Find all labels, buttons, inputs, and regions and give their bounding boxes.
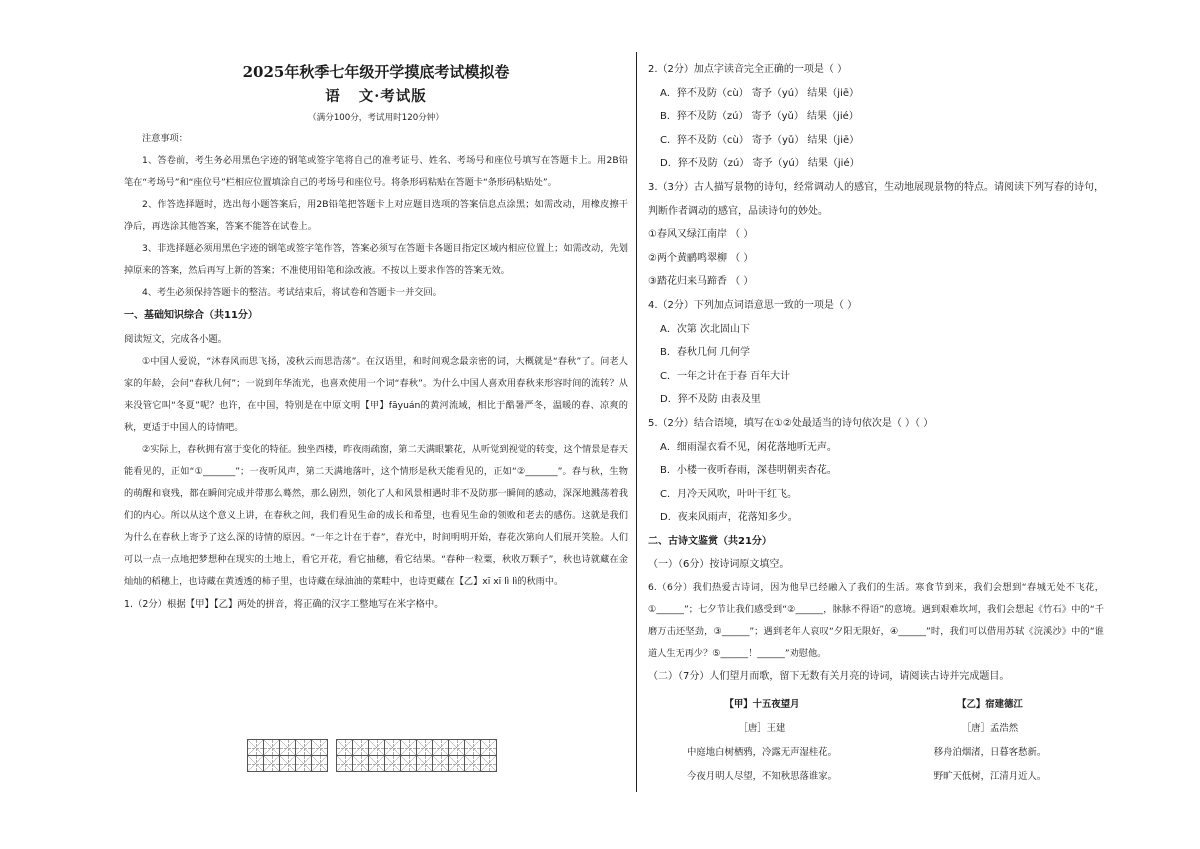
grid-cell[interactable] [279, 739, 296, 756]
grid-cell[interactable] [400, 755, 417, 772]
grid-cell[interactable] [416, 739, 433, 756]
exam-subject [124, 84, 628, 110]
question-3: 3.（3分）古人描写景物的诗句，经常调动人的感官，生动地展现景物的特点。请阅读下列写春的诗句，判断作者调动的感官，品读诗句的妙处。 [648, 181, 1104, 217]
q3-item-3: ③踏花归来马蹄香 （ ） [648, 276, 754, 288]
poem-title: 【甲】十五夜望月 [724, 698, 800, 710]
section-1-intro: 阅读短文，完成各小题。 [124, 333, 228, 345]
grid-cell[interactable] [352, 739, 369, 756]
grid-cell[interactable] [448, 739, 465, 756]
grid-cell[interactable] [352, 755, 369, 772]
grid-cell[interactable] [416, 755, 433, 772]
notice-item-2: 2、作答选择题时，选出每小题答案后，用2B铅笔把答题卡上对应题目选项的答案信息点涂黑；如需改动，用橡皮擦干净后，再选涂其他答案，答案不能答在试卷上。 [124, 199, 628, 232]
grid-cell[interactable] [464, 755, 481, 772]
grid-cell[interactable] [480, 755, 497, 772]
grid-cell[interactable] [368, 739, 385, 756]
q5-option-a: A．细雨湿衣看不见，闲花落地听无声。 [660, 441, 837, 453]
grid-cell[interactable] [247, 739, 264, 756]
grid-cell[interactable] [432, 739, 449, 756]
notice-heading: 注意事项： [142, 133, 188, 144]
section-2-part-1: （一）（6分）按诗词原文填空。 [648, 559, 790, 571]
q5-option-b: B．小楼一夜听春雨，深巷明朝卖杏花。 [660, 465, 837, 477]
grid-cell[interactable] [384, 755, 401, 772]
q3-item-1: ①春风又绿江南岸 （ ） [648, 229, 754, 241]
right-column [648, 58, 1104, 789]
poem-jia [648, 693, 876, 789]
question-6: 6.（6分）我们热爱古诗词，因为他早已经融入了我们的生活。寒食节到来，我们会想到“春城无处不飞花，①______”；七夕节让我们感受到“②______，脉脉不得语”的意境。遇到艰难坎坷，我们会想起《竹石》中的“千磨万击还坚劲，③______”；遇到老年人哀叹“夕阳无限好，④______”时，我们可以借用苏轼《浣溪沙》中的“谁道人生无再少？⑤______！______”劝慰他。 [648, 582, 1104, 660]
notice-item-1: 1、答卷前，考生务必用黑色字迹的钢笔或签字笔将自己的准考证号、姓名、考场号和座位号填写在答题卡上。用2B铅笔在“考场号”和“座位号”栏相应位置填涂自己的考场号和座位号。将条形码粘贴在答题卡“条形码粘贴处”。 [124, 155, 628, 188]
notice-item-4: 4、考生必须保持答题卡的整洁。考试结束后，将试卷和答题卡一并交回。 [142, 287, 442, 298]
q4-option-a: A．次第 次北固山下 [660, 323, 751, 335]
passage-paragraph-2: ②实际上，春秋拥有富于变化的特征。独坐西楼，昨夜雨疏窗，第二天满眼繁花，从听觉到视觉的转变，这个情景是春天能看见的，正如“①_______”；一夜听风声，第二天满地落叶，这个情形是秋天能看见的，正如“②_______”。春与秋，生物的萌醒和衰残，都在瞬间完成并带那么蓦然，那么剧烈，领化了人和风景相遇时非不及防那一瞬间的感动，深深地溅荡着我们的内心。所以从这个意义上讲，在春秋之间，我们看见生命的成长和希望，也看见生命的领败和老去的感伤。这就是我们为什么在春秋上寄予了这么深的诗情的原因。“一年之计在于春”，春光中，时间明明开始，春花次第向人们展开笑脸。人们可以一点一点地把梦想种在现实的土地上，看它开花，看它抽穗，看它结果。“春种一粒粟，秋收万颗子”，秋也诗就藏在金灿灿的稻穗上，也诗藏在黄透透的柿子里，也诗藏在绿油油的菜畦中，也诗更藏在【乙】xī xī lì lì的秋雨中。 [124, 444, 628, 588]
grid-cell[interactable] [432, 755, 449, 772]
notice-item-3: 3、非选择题必须用黑色字迹的钢笔或签字笔作答，答案必须写在答题卡各题目指定区域内相应位置上；如需改动，先划掉原来的答案，然后再写上新的答案；不准使用铅笔和涂改液。不按以上要求作答的答案无效。 [124, 243, 628, 276]
q3-item-2: ②两个黄鹂鸣翠柳 （ ） [648, 252, 754, 264]
q5-option-d: D．夜来风雨声，花落知多少。 [660, 512, 798, 524]
section-1-heading: 一、基础知识综合（共11分） [124, 310, 258, 321]
poem-line: 今夜月明人尽望，不知秋思落谁家。 [686, 770, 837, 782]
poem-author: ［唐］孟浩然 [961, 722, 1019, 734]
poem-line: 野旷天低树，江清月近人。 [933, 770, 1047, 782]
grid-cell[interactable] [263, 739, 280, 756]
grid-cell[interactable] [384, 739, 401, 756]
grid-cell[interactable] [336, 755, 353, 772]
grid-cell[interactable] [247, 755, 264, 772]
column-divider [636, 52, 637, 792]
passage-paragraph-1: ①中国人爱说，“沐春风而思飞扬，凌秋云而思浩荡”。在汉语里，和时间观念最亲密的词，大概就是“春秋”了。问老人家的年龄，会问“春秋几何”；一说到年华流光，也喜欢使用一个词“春秋”。为什么中国人喜欢用春秋来形容时间的流转？从来没管它叫“冬夏”呢？也许，在中国，特别是在中原文明【甲】fāyuán的黄河流域，相比于酷暑严冬，温暖的春、凉爽的秋，更适于中国人的诗情吧。 [124, 356, 628, 434]
grid-cell[interactable] [368, 755, 385, 772]
answer-grid [0, 735, 497, 772]
exam-title: 2025年秋季七年级开学摸底考试模拟卷 [242, 63, 510, 81]
subject-rest: 文·考试版 [358, 88, 427, 105]
grid-cell[interactable] [295, 739, 312, 756]
poems [648, 693, 1104, 789]
question-5: 5.（2分）结合语境，填写在①②处最适当的诗句依次是（ ）（ ） [648, 417, 934, 429]
q2-option-b: B．猝不及防（zú） 寄予（yǔ） 结果（jié） [660, 111, 859, 123]
poem-yi [876, 693, 1104, 789]
grid-cell[interactable] [263, 755, 280, 772]
section-2-heading: 二、古诗文鉴赏（共21分） [648, 535, 772, 547]
poem-author: ［唐］王建 [738, 722, 786, 734]
q5-option-c: C．月冷天风吹，叶叶干红飞。 [660, 488, 797, 500]
q4-option-d: D．猝不及防 由表及里 [660, 394, 761, 406]
q4-option-c: C．一年之计在于春 百年大计 [660, 370, 791, 382]
grid-cell[interactable] [311, 739, 328, 756]
left-column [124, 58, 628, 617]
poem-line: 移舟泊烟渚，日暮客愁新。 [933, 746, 1047, 758]
question-4: 4.（2分）下列加点词语意思一致的一项是（ ） [648, 299, 858, 311]
grid-cell[interactable] [311, 755, 328, 772]
poem-line: 中庭地白树栖鸦，冷露无声湿桂花。 [686, 746, 837, 758]
exam-note: （满分100分，考试用时120分钟） [308, 113, 444, 123]
q2-option-d: D．猝不及防（zú） 寄予（yú） 结果（jié） [660, 158, 860, 170]
question-2: 2.（2分）加点字读音完全正确的一项是（ ） [648, 64, 848, 75]
grid-cell[interactable] [464, 739, 481, 756]
q2-option-a: A．猝不及防（cù） 寄予（yú） 结果（jiē） [660, 87, 859, 99]
q2-option-c: C．猝不及防（cù） 寄予（yǔ） 结果（jiē） [660, 134, 860, 146]
q4-option-b: B．春秋几何 几何学 [660, 347, 751, 359]
grid-cell[interactable] [480, 739, 497, 756]
section-2-part-2: （二）（7分）人们望月而歌，留下无数有关月亮的诗词，请阅读古诗并完成题目。 [648, 671, 1010, 683]
grid-cell[interactable] [295, 755, 312, 772]
grid-cell[interactable] [400, 739, 417, 756]
question-1: 1.（2分）根据【甲】【乙】两处的拼音，将正确的汉字工整地写在米字格中。 [124, 599, 444, 611]
subject-char: 语 [325, 88, 341, 105]
grid-cell[interactable] [448, 755, 465, 772]
grid-cell[interactable] [279, 755, 296, 772]
grid-cell[interactable] [336, 739, 353, 756]
poem-title: 【乙】宿建德江 [957, 698, 1023, 710]
